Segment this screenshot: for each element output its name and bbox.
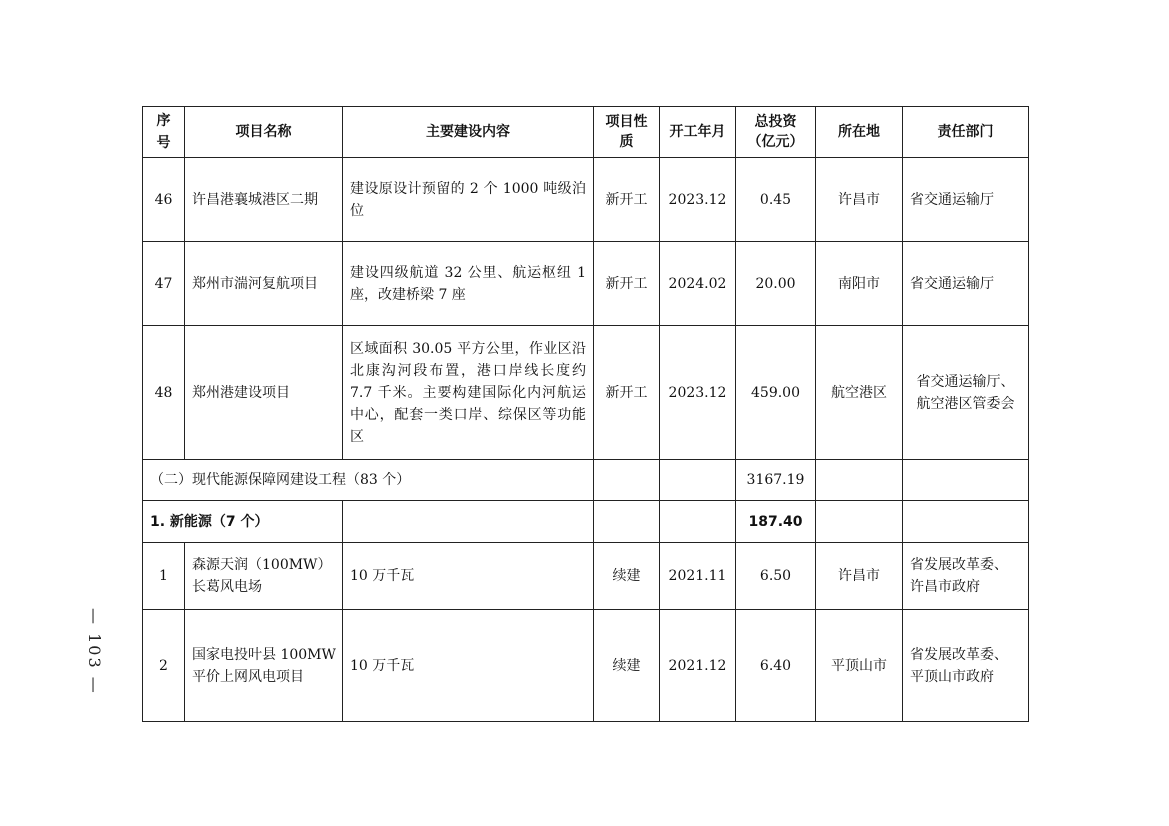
cell-empty xyxy=(660,460,736,501)
cell-nature: 新开工 xyxy=(594,158,660,242)
cell-location: 许昌市 xyxy=(816,158,903,242)
cell-invest: 6.40 xyxy=(736,610,816,722)
cell-empty xyxy=(343,501,594,543)
cell-empty xyxy=(903,501,1029,543)
header-content: 主要建设内容 xyxy=(343,107,594,158)
cell-empty xyxy=(594,501,660,543)
cell-start: 2021.11 xyxy=(660,543,736,610)
cell-name: 森源天润（100MW）长葛风电场 xyxy=(185,543,343,610)
category-invest: 187.40 xyxy=(736,501,816,543)
cell-start: 2024.02 xyxy=(660,242,736,326)
category-row xyxy=(143,501,1029,543)
cell-location: 平顶山市 xyxy=(816,610,903,722)
cell-empty xyxy=(594,460,660,501)
cell-seq: 46 xyxy=(143,158,185,242)
cell-content: 建设原设计预留的 2 个 1000 吨级泊位 xyxy=(343,158,594,242)
section-row xyxy=(143,460,1029,501)
header-location: 所在地 xyxy=(816,107,903,158)
cell-start: 2023.12 xyxy=(660,158,736,242)
cell-content: 10 万千瓦 xyxy=(343,610,594,722)
cell-nature: 续建 xyxy=(594,610,660,722)
table-row xyxy=(143,158,1029,242)
cell-invest: 0.45 xyxy=(736,158,816,242)
cell-nature: 续建 xyxy=(594,543,660,610)
cell-dept: 省交通运输厅 xyxy=(903,242,1029,326)
table-row xyxy=(143,610,1029,722)
cell-location: 航空港区 xyxy=(816,326,903,460)
cell-dept: 省发展改革委、平顶山市政府 xyxy=(903,610,1029,722)
cell-content: 建设四级航道 32 公里、航运枢纽 1 座，改建桥梁 7 座 xyxy=(343,242,594,326)
cell-invest: 459.00 xyxy=(736,326,816,460)
cell-start: 2023.12 xyxy=(660,326,736,460)
header-seq: 序号 xyxy=(143,107,185,158)
cell-dept: 省发展改革委、许昌市政府 xyxy=(903,543,1029,610)
cell-seq: 47 xyxy=(143,242,185,326)
cell-name: 许昌港襄城港区二期 xyxy=(185,158,343,242)
cell-content: 10 万千瓦 xyxy=(343,543,594,610)
cell-invest: 6.50 xyxy=(736,543,816,610)
cell-empty xyxy=(660,501,736,543)
header-invest: 总投资（亿元） xyxy=(736,107,816,158)
header-dept: 责任部门 xyxy=(903,107,1029,158)
cell-location: 南阳市 xyxy=(816,242,903,326)
table-header-row xyxy=(143,107,1029,158)
cell-nature: 新开工 xyxy=(594,326,660,460)
category-label: 1. 新能源（7 个） xyxy=(143,501,343,543)
cell-dept: 省交通运输厅、航空港区管委会 xyxy=(903,326,1029,460)
header-name: 项目名称 xyxy=(185,107,343,158)
cell-seq: 2 xyxy=(143,610,185,722)
cell-seq: 1 xyxy=(143,543,185,610)
table-row xyxy=(143,543,1029,610)
cell-dept: 省交通运输厅 xyxy=(903,158,1029,242)
header-start: 开工年月 xyxy=(660,107,736,158)
section-label: （二）现代能源保障网建设工程（83 个） xyxy=(143,460,594,501)
cell-empty xyxy=(903,460,1029,501)
page-number: — 103 — xyxy=(85,608,104,695)
project-table xyxy=(142,106,1029,722)
cell-empty xyxy=(816,501,903,543)
header-nature: 项目性质 xyxy=(594,107,660,158)
cell-content: 区域面积 30.05 平方公里，作业区沿北康沟河段布置，港口岸线长度约 7.7 千米。主要构建国际化内河航运中心，配套一类口岸、综保区等功能区 xyxy=(343,326,594,460)
table-row xyxy=(143,242,1029,326)
section-invest: 3167.19 xyxy=(736,460,816,501)
cell-invest: 20.00 xyxy=(736,242,816,326)
cell-empty xyxy=(816,460,903,501)
cell-nature: 新开工 xyxy=(594,242,660,326)
cell-name: 郑州市湍河复航项目 xyxy=(185,242,343,326)
cell-location: 许昌市 xyxy=(816,543,903,610)
table-row xyxy=(143,326,1029,460)
cell-name: 国家电投叶县 100MW 平价上网风电项目 xyxy=(185,610,343,722)
cell-seq: 48 xyxy=(143,326,185,460)
cell-start: 2021.12 xyxy=(660,610,736,722)
cell-name: 郑州港建设项目 xyxy=(185,326,343,460)
